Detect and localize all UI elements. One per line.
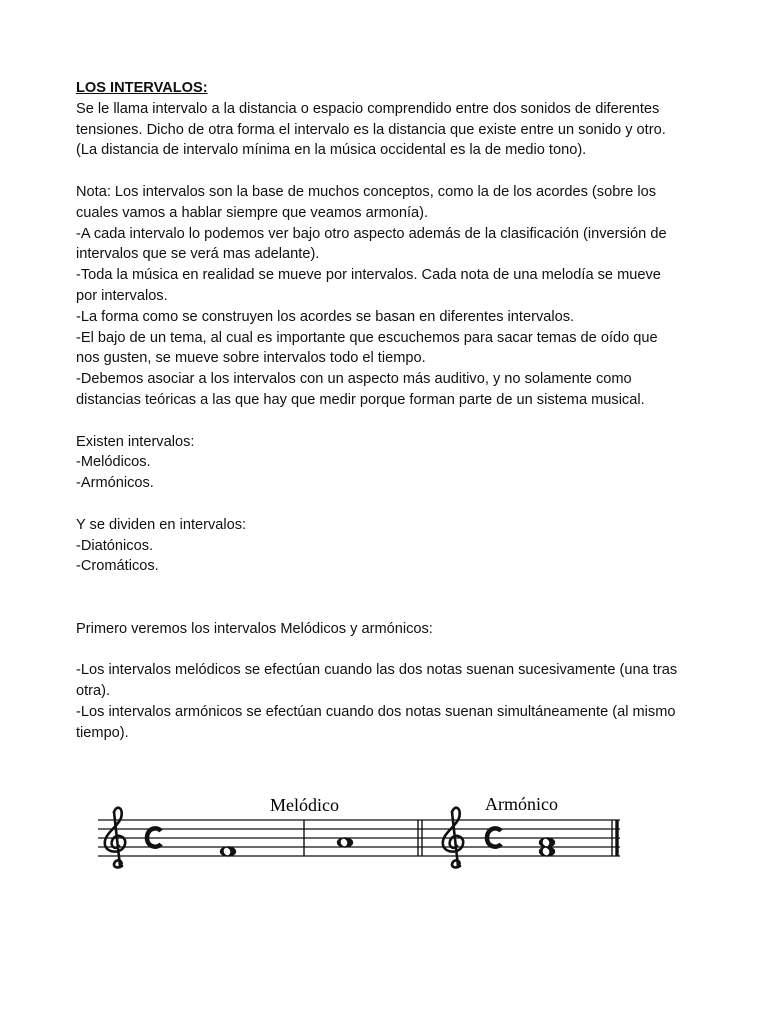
- paragraph-line: por intervalos.: [76, 287, 168, 304]
- document-body: [76, 78, 706, 744]
- whole-note-icon: [220, 846, 236, 856]
- paragraph-line: -El bajo de un tema, al cual es importante que escuchemos para sacar temas de oído que: [76, 329, 658, 346]
- paragraph-line: cuales vamos a hablar siempre que veamos armonía).: [76, 204, 429, 221]
- list-item: -Diatónicos.: [76, 537, 154, 554]
- interval-types-list: [76, 432, 706, 494]
- paragraph-line: Se le llama intervalo a la distancia o espacio comprendido entre dos sonidos de diferentes: [76, 100, 660, 117]
- paragraph-gap: [76, 640, 706, 661]
- paragraph-line: intervalos que se verá mas adelante).: [76, 246, 320, 263]
- paragraph-line: -Debemos asociar a los intervalos con un aspecto más auditivo, y no solamente como: [76, 371, 632, 388]
- list-item: -Melódicos.: [76, 454, 151, 471]
- paragraph-gap: [76, 161, 706, 182]
- paragraph-gap: [76, 577, 706, 619]
- section-intro: Primero veremos los intervalos Melódicos y armónicos:: [76, 620, 433, 637]
- notes-paragraph: [76, 182, 706, 411]
- harmonic-label: Armónico: [485, 794, 558, 814]
- paragraph-gap: [76, 411, 706, 432]
- list-item: -Cromáticos.: [76, 558, 159, 575]
- paragraph-line: nos gusten, se mueve sobre intervalos todo el tiempo.: [76, 350, 426, 367]
- paragraph-line: -A cada intervalo lo podemos ver bajo otro aspecto además de la clasificación (inversión de: [76, 225, 667, 242]
- paragraph-line: (La distancia de intervalo mínima en la música occidental es la de medio tono).: [76, 142, 587, 159]
- paragraph-line: -Toda la música en realidad se mueve por intervalos. Cada nota de una melodía se mueve: [76, 267, 661, 284]
- interval-definitions: [76, 660, 706, 743]
- definition-paragraph: [76, 99, 706, 161]
- interval-division-list: [76, 515, 706, 577]
- paragraph-line: -Los intervalos melódicos se efectúan cuando las dos notas suenan sucesivamente (una tras: [76, 662, 678, 679]
- list-item: Existen intervalos:: [76, 433, 195, 450]
- paragraph-line: Nota: Los intervalos son la base de muchos conceptos, como la de los acordes (sobre los: [76, 183, 657, 200]
- paragraph-line: distancias teóricas a las que hay que medir porque forman parte de un sistema musical.: [76, 391, 645, 408]
- paragraph-line: -Los intervalos armónicos se efectúan cuando dos notas suenan simultáneamente (al mismo: [76, 703, 676, 720]
- document-heading: LOS INTERVALOS:: [76, 80, 208, 96]
- paragraph-line: tensiones. Dicho de otra forma el intervalo es la distancia que existe entre un sonido y otro.: [76, 121, 666, 138]
- whole-note-icon: [539, 837, 555, 847]
- paragraph-line: otra).: [76, 683, 111, 700]
- melodic-label: Melódico: [270, 795, 339, 815]
- list-item: -Armónicos.: [76, 475, 154, 492]
- list-item: Y se dividen en intervalos:: [76, 516, 247, 533]
- music-staff-figure: [92, 786, 632, 876]
- paragraph-line: tiempo).: [76, 724, 129, 741]
- paragraph-line: -La forma como se construyen los acordes se basan en diferentes intervalos.: [76, 308, 575, 325]
- paragraph-gap: [76, 494, 706, 515]
- whole-note-icon: [539, 846, 555, 856]
- whole-note-icon: [337, 837, 353, 847]
